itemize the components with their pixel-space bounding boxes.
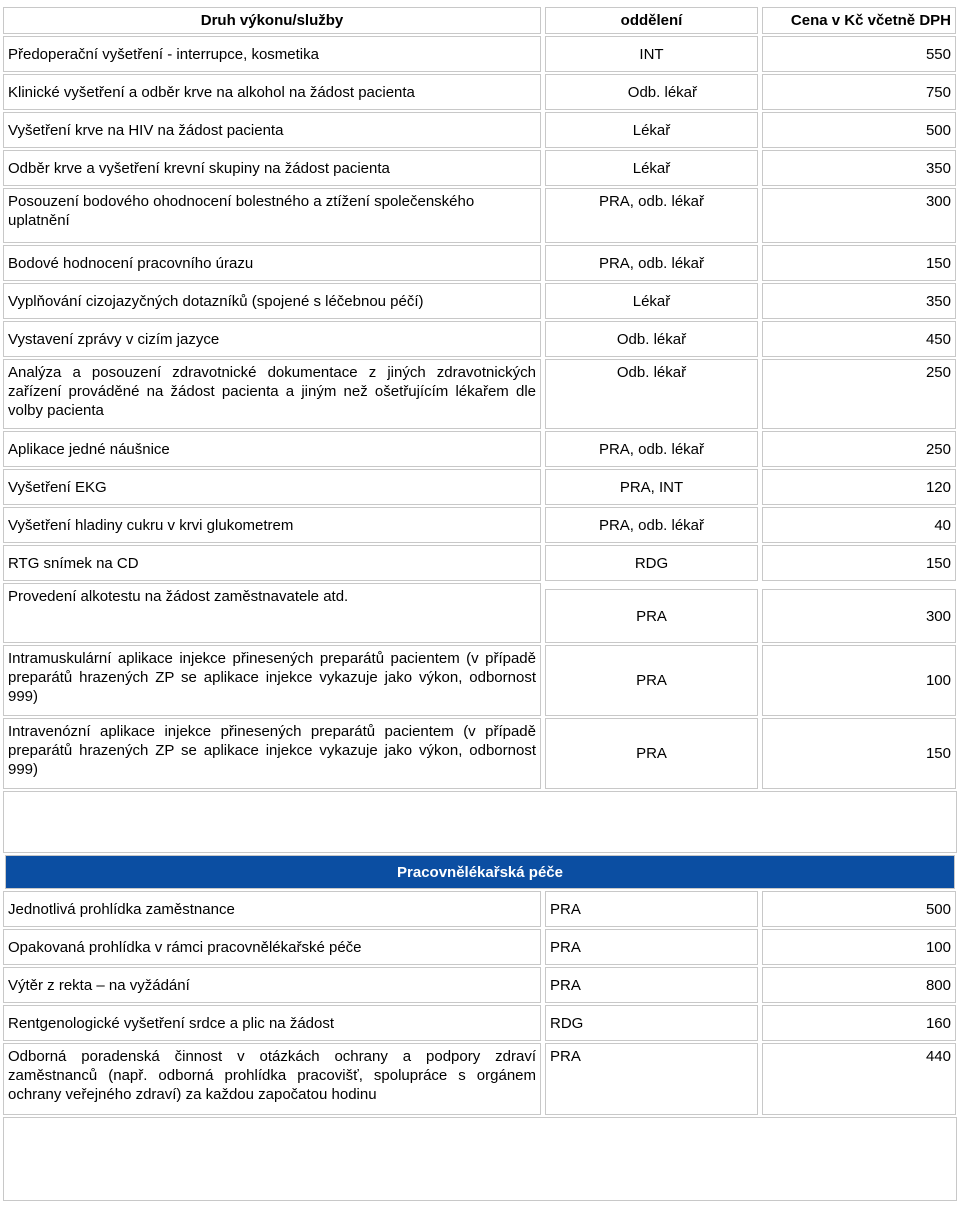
price-cell: 120: [762, 469, 956, 505]
service-cell: Aplikace jedné náušnice: [3, 431, 541, 467]
department-cell: PRA: [545, 967, 758, 1003]
service-cell: Odborná poradenská činnost v otázkách ochrany a podpory zdraví zaměstnanců (např. odborná prohlídka pracovišť, spolupráce s orgánem ochrany veřejného zdraví) za každou započatou hodinu: [3, 1043, 541, 1115]
section-title: Pracovnělékařská péče: [397, 863, 563, 881]
service-cell: Vyšetření hladiny cukru v krvi glukometrem: [3, 507, 541, 543]
table-header: [0, 0, 960, 34]
section-title-bar: [5, 855, 955, 889]
service-cell: Posouzení bodového ohodnocení bolestného a ztížení společenského uplatnění: [3, 188, 541, 243]
department-cell: PRA, odb. lékař: [545, 507, 758, 543]
department-cell: PRA, odb. lékař: [545, 245, 758, 281]
table-row: [0, 1041, 960, 1115]
price-cell: 450: [762, 321, 956, 357]
price-cell: 250: [762, 359, 956, 429]
department-cell: PRA: [545, 929, 758, 965]
price-cell: 500: [762, 891, 956, 927]
table-row: [0, 643, 960, 716]
empty-row: [3, 791, 957, 853]
table-row: [0, 505, 960, 543]
service-cell: Rentgenologické vyšetření srdce a plic na žádost: [3, 1005, 541, 1041]
header-service: Druh výkonu/služby: [3, 7, 541, 34]
department-cell: Lékař: [545, 112, 758, 148]
table-row: [0, 34, 960, 72]
table-row: [0, 148, 960, 186]
department-cell: INT: [545, 36, 758, 72]
service-cell: Vyšetření EKG: [3, 469, 541, 505]
table-row: [0, 467, 960, 505]
service-cell: Vystavení zprávy v cizím jazyce: [3, 321, 541, 357]
service-cell: Intravenózní aplikace injekce přinesených preparátů pacientem (v případě preparátů hrazených ZP se aplikace injekce vykazuje jako výkon, odbornost 999): [3, 718, 541, 789]
price-cell: 300: [762, 188, 956, 243]
price-cell: 800: [762, 967, 956, 1003]
department-cell: Odb. lékař: [545, 74, 758, 110]
table-row: [0, 581, 960, 643]
table-row: [0, 429, 960, 467]
table-row: [0, 357, 960, 429]
department-cell: Lékař: [545, 150, 758, 186]
table-row: [0, 72, 960, 110]
table-row: [0, 927, 960, 965]
department-cell: PRA: [545, 645, 758, 716]
table-row: [0, 281, 960, 319]
price-cell: 250: [762, 431, 956, 467]
department-cell: Odb. lékař: [545, 321, 758, 357]
department-cell: Odb. lékař: [545, 359, 758, 429]
service-cell: Vyšetření krve na HIV na žádost pacienta: [3, 112, 541, 148]
header-price: Cena v Kč včetně DPH: [762, 7, 956, 34]
table-row: [0, 1003, 960, 1041]
service-cell: Bodové hodnocení pracovního úrazu: [3, 245, 541, 281]
service-cell: Provedení alkotestu na žádost zaměstnavatele atd.: [3, 583, 541, 643]
department-cell: RDG: [545, 545, 758, 581]
price-cell: 500: [762, 112, 956, 148]
price-cell: 100: [762, 929, 956, 965]
price-cell: 150: [762, 718, 956, 789]
price-cell: 750: [762, 74, 956, 110]
price-cell: 350: [762, 150, 956, 186]
department-cell: RDG: [545, 1005, 758, 1041]
price-cell: 160: [762, 1005, 956, 1041]
price-cell: 150: [762, 545, 956, 581]
table-row: [0, 543, 960, 581]
price-cell: 300: [762, 589, 956, 643]
price-cell: 150: [762, 245, 956, 281]
department-cell: PRA: [545, 891, 758, 927]
table-row: [0, 965, 960, 1003]
department-cell: PRA: [545, 589, 758, 643]
table-row: [0, 186, 960, 243]
service-cell: Opakovaná prohlídka v rámci pracovnělékařské péče: [3, 929, 541, 965]
table-row: [0, 243, 960, 281]
service-cell: Výtěr z rekta – na vyžádání: [3, 967, 541, 1003]
service-cell: Odběr krve a vyšetření krevní skupiny na žádost pacienta: [3, 150, 541, 186]
department-cell: PRA, INT: [545, 469, 758, 505]
department-cell: Lékař: [545, 283, 758, 319]
table-row: [0, 319, 960, 357]
price-cell: 100: [762, 645, 956, 716]
table-row: [0, 889, 960, 927]
department-cell: PRA, odb. lékař: [545, 431, 758, 467]
service-cell: Klinické vyšetření a odběr krve na alkohol na žádost pacienta: [3, 74, 541, 110]
empty-row: [3, 1117, 957, 1201]
department-cell: PRA: [545, 1043, 758, 1115]
price-cell: 440: [762, 1043, 956, 1115]
price-cell: 350: [762, 283, 956, 319]
price-cell: 550: [762, 36, 956, 72]
table-row: [0, 110, 960, 148]
service-cell: Intramuskulární aplikace injekce přinesených preparátů pacientem (v případě preparátů hrazených ZP se aplikace injekce vykazuje jako výkon, odbornost 999): [3, 645, 541, 716]
header-department: oddělení: [545, 7, 758, 34]
service-cell: Vyplňování cizojazyčných dotazníků (spojené s léčebnou péčí): [3, 283, 541, 319]
department-cell: PRA: [545, 718, 758, 789]
price-cell: 40: [762, 507, 956, 543]
service-cell: Analýza a posouzení zdravotnické dokumentace z jiných zdravotnických zařízení prováděné na žádost pacienta a jiným než ošetřujícím lékařem dle volby pacienta: [3, 359, 541, 429]
department-cell: PRA, odb. lékař: [545, 188, 758, 243]
table-row: [0, 716, 960, 789]
service-cell: Předoperační vyšetření - interrupce, kosmetika: [3, 36, 541, 72]
service-cell: Jednotlivá prohlídka zaměstnance: [3, 891, 541, 927]
service-cell: RTG snímek na CD: [3, 545, 541, 581]
